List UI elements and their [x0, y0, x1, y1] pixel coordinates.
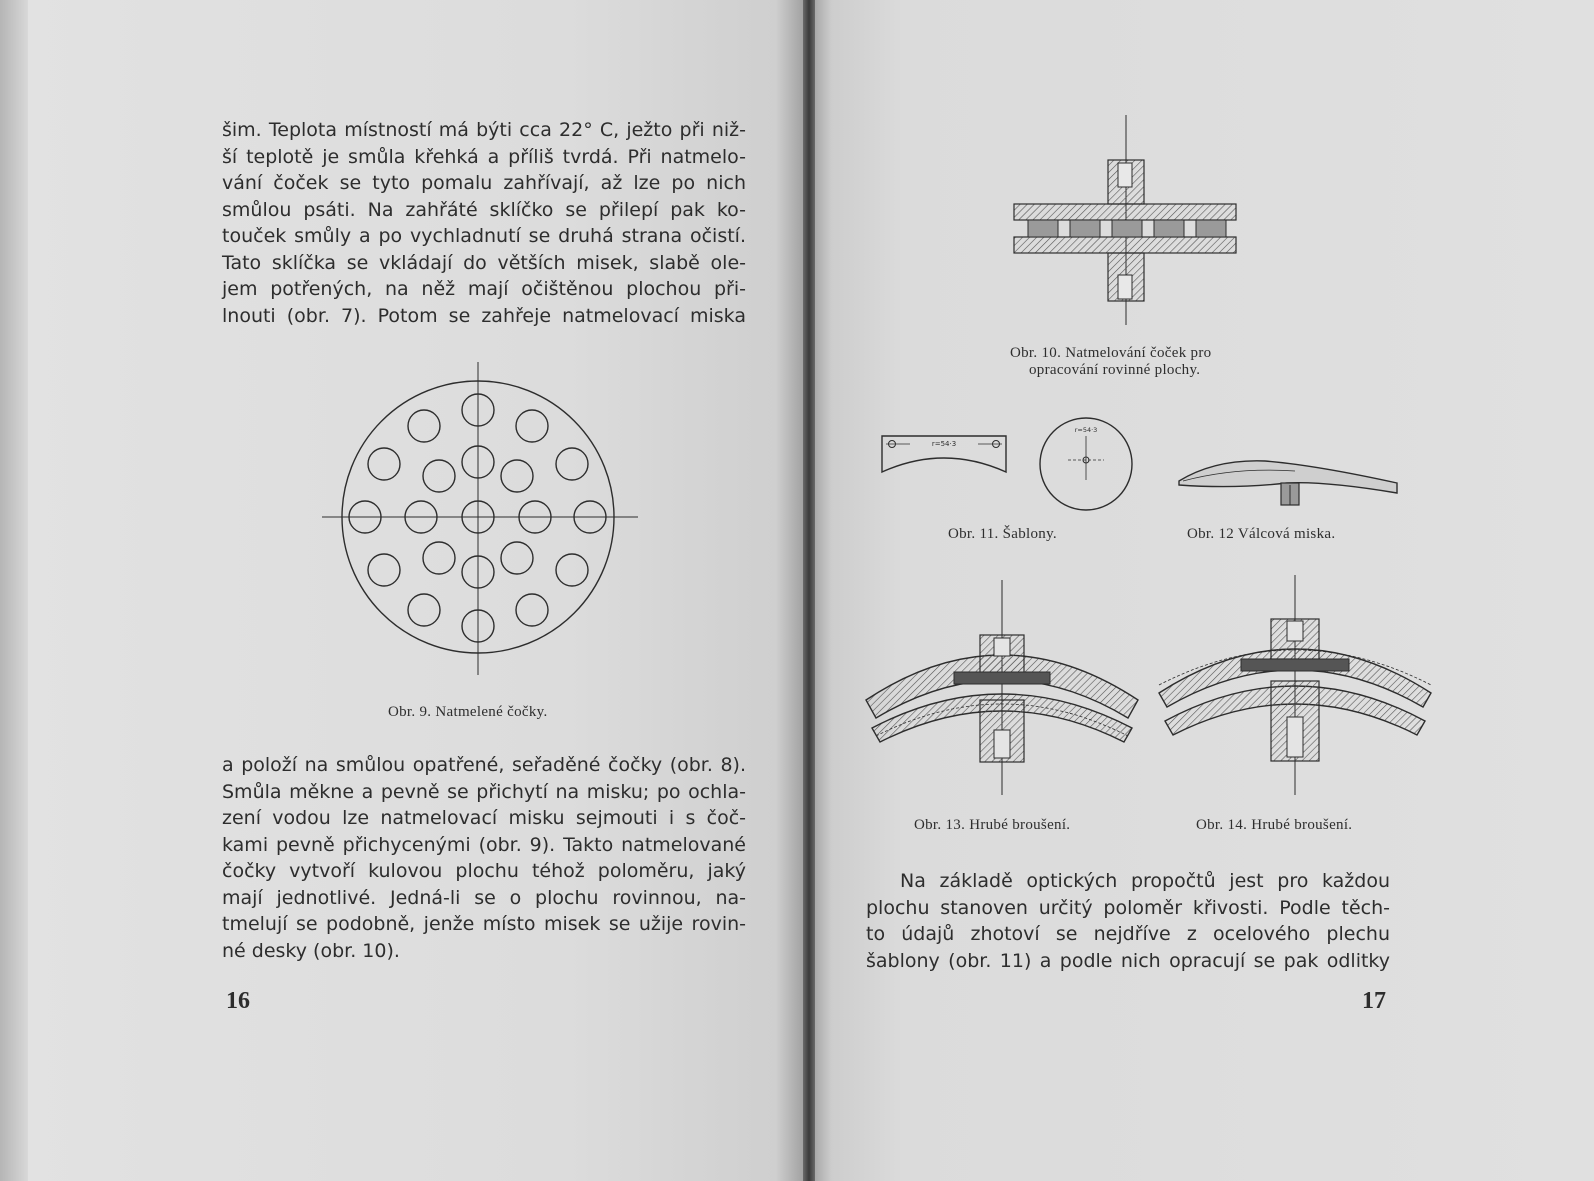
text-line: šim. Teplota místností má býti cca 22° C, ježto při niž- — [222, 119, 746, 141]
right-page-number: 17 — [1362, 988, 1386, 1014]
figure11-caption: Obr. 11. Šablony. — [948, 526, 1057, 542]
figure12-cylindrical-bowl — [1175, 455, 1405, 515]
text-line: smůlou psáti. Na zahřáté sklíčko se přilepí pak ko- — [222, 198, 746, 221]
text-line: Smůla měkne a pevně se přichytí na misku; po ochla- — [222, 780, 746, 803]
figure14-rough-grinding-diagram — [1155, 575, 1435, 795]
left-page-number: 16 — [226, 988, 250, 1014]
text-line: touček smůly a po vychladnutí se druhá strana očistí. — [222, 225, 746, 247]
figure10-caption-line1: Obr. 10. Natmelování čoček pro — [1010, 345, 1212, 361]
figure12-caption: Obr. 12 Válcová miska. — [1187, 526, 1336, 542]
text-line: né desky (obr. 10). — [222, 939, 400, 962]
text-line: čočky vytvoří kulovou plochu téhož poloměru, jaký — [222, 860, 746, 882]
text-line: lnouti (obr. 7). Potom se zahřeje natmelovací miska — [222, 304, 746, 327]
figure9-lens-block-diagram — [320, 360, 640, 680]
left-page-edge — [0, 0, 28, 1181]
circle-template-radius-label: r=54·3 — [1074, 426, 1098, 434]
book-spine — [803, 0, 815, 1181]
figure14-caption: Obr. 14. Hrubé broušení. — [1196, 817, 1353, 833]
text-line: Na základě optických propočtů jest pro každou — [900, 870, 1390, 892]
right-bottom-paragraph — [866, 868, 1390, 974]
left-bottom-paragraph — [222, 752, 746, 964]
figure11-arc-template — [880, 432, 1010, 482]
figure10-caption-line2: opracování rovinné plochy. — [1029, 362, 1201, 378]
text-line: kami pevně přichycenými (obr. 9). Takto natmelované — [222, 833, 746, 856]
text-line: šablony (obr. 11) a podle nich opracují se pak odlitky — [866, 949, 1390, 972]
text-line: a položí na smůlou opatřené, seřaděné čočky (obr. 8). — [222, 754, 746, 776]
figure10-flat-lens-mount-diagram — [1010, 115, 1240, 325]
text-line: tmelují se podobně, jenže místo misek se užije rovin- — [222, 913, 746, 935]
figure13-caption: Obr. 13. Hrubé broušení. — [914, 817, 1071, 833]
figure11-circle-template — [1036, 414, 1136, 514]
text-line: vání čoček se tyto pomalu zahřívají, až lze po nich — [222, 172, 746, 194]
figure9-caption: Obr. 9. Natmelené čočky. — [388, 704, 548, 720]
text-line: ší teplotě je smůla křehká a příliš tvrdá. Při natmelo- — [222, 145, 746, 168]
left-top-paragraph — [222, 117, 746, 329]
text-line: to údajů zhotoví se nejdříve z ocelového plechu — [866, 923, 1390, 945]
figure13-rough-grinding-diagram — [862, 580, 1142, 795]
arc-template-radius-label: r=54·3 — [931, 440, 957, 448]
text-line: zení vodou lze natmelovací misku sejmouti i s čoč- — [222, 807, 746, 829]
text-line: mají jednotlivé. Jedná-li se o plochu rovinnou, na- — [222, 886, 746, 909]
text-line: plochu stanoven určitý poloměr křivosti. Podle těch- — [866, 896, 1390, 919]
text-line: jem potřených, na něž mají očištěnou plochou při- — [222, 278, 746, 300]
text-line: Tato sklíčka se vkládají do větších misek, slabě ole- — [222, 251, 746, 274]
